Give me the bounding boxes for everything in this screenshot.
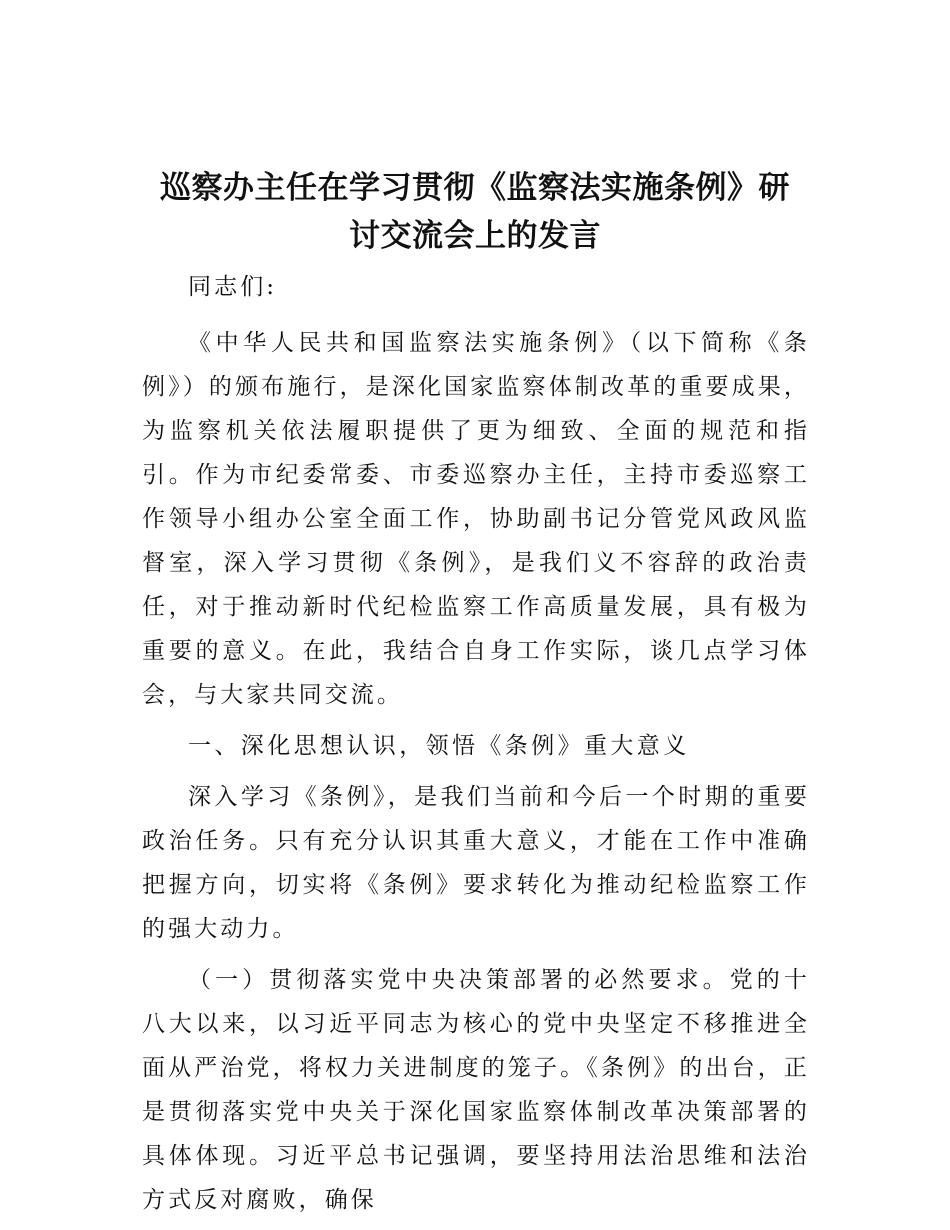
paragraph-section-1: 深入学习《条例》，是我们当前和今后一个时期的重要政治任务。只有充分认识其重大意义，才能在工作中准确把握方向，切实将《条例》要求转化为推动纪检监察工作的强大动力。 xyxy=(142,784,810,942)
title-line-2: 讨交流会上的发言 xyxy=(349,218,601,254)
paragraph-intro: 《中华人民共和国监察法实施条例》（以下简称《条例》）的颁布施行，是深化国家监察体制改革的重要成果，为监察机关依法履职提供了更为细致、全面的规范和指引。作为市纪委常委、市委巡察办主任，主持市委巡察工作领导小组办公室全面工作，协助副书记分管党风政风监督室，深入学习贯彻《条例》，是我们义不容辞的政治责任，对于推动新时代纪检监察工作高质量发展，具有极为重要的意义。在此，我结合自身工作实际，谈几点学习体会，与大家共同交流。 xyxy=(142,330,810,708)
section-heading-1: 一、深化思想认识，领悟《条例》重大意义 xyxy=(188,733,690,759)
salutation: 同志们: xyxy=(188,274,278,300)
document-body xyxy=(142,265,810,1229)
paragraph-subsection-1: （一）贯彻落实党中央决策部署的必然要求。党的十八大以来，以习近平同志为核心的党中央坚定不移推进全面从严治党，将权力关进制度的笼子。《条例》的出台，正是贯彻落实党中央关于深化国家监察体制改革决策部署的具体体现。习近平总书记强调，要坚持用法治思维和法治方式反对腐败，确保 xyxy=(142,967,810,1213)
title-line-1: 巡察办主任在学习贯彻《监察法实施条例》研 xyxy=(160,170,790,206)
document-title xyxy=(120,164,830,260)
